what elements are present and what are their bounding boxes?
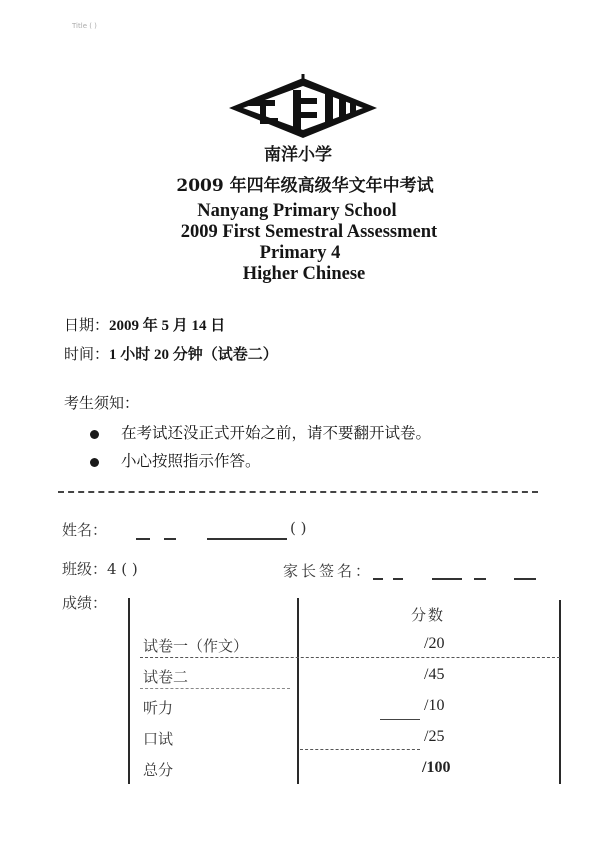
exam-title-cn: 2009 年四年级高级华文年中考试 <box>176 176 434 196</box>
table-row-score: /20 <box>424 635 445 652</box>
name-label: 姓名： <box>62 521 108 539</box>
separator <box>58 491 538 493</box>
row-divider <box>380 719 420 720</box>
row-divider <box>300 749 420 750</box>
table-row-label: 口试 <box>143 730 174 748</box>
table-border-right <box>559 600 561 784</box>
table-row-label: 试卷二 <box>143 668 189 686</box>
table-row-score: /45 <box>424 666 445 683</box>
date-value: 2009 年 5 月 14 日 <box>109 318 226 334</box>
table-row-label: 试卷一（作文） <box>143 637 249 655</box>
instructions-title: 考生须知： <box>64 394 140 412</box>
grades-label: 成绩： <box>62 594 108 612</box>
instruction-text: 小心按照指示作答。 <box>121 452 261 470</box>
table-row-score: /25 <box>424 728 445 745</box>
signature-line[interactable] <box>373 578 383 580</box>
school-name-en: Nanyang Primary School <box>197 201 397 221</box>
level-en: Primary 4 <box>259 243 341 263</box>
name-line <box>136 538 150 540</box>
bullet-icon <box>90 430 99 439</box>
subject-en: Higher Chinese <box>242 264 366 284</box>
instruction-text: 在考试还没正式开始之前，请不要翻开试卷。 <box>121 424 432 442</box>
instruction-item <box>90 449 261 471</box>
table-row-label: 听力 <box>143 699 174 717</box>
signature-line[interactable] <box>432 578 462 580</box>
bullet-icon <box>90 458 99 467</box>
table-border-left <box>128 598 130 784</box>
date-line <box>64 314 225 335</box>
parent-signature-label: 家长签名： <box>283 562 374 580</box>
exam-title-en: 2009 First Semestral Assessment <box>180 222 438 242</box>
class-label: 班级：4 ( ) <box>62 560 138 578</box>
score-header: 分数 <box>411 606 446 624</box>
table-divider <box>297 598 299 784</box>
time-value: 1 小时 20 分钟（试卷二） <box>109 347 278 363</box>
row-divider <box>140 688 290 689</box>
table-row-score: /10 <box>424 697 445 714</box>
instruction-item <box>90 421 431 443</box>
school-logo <box>229 72 377 144</box>
header <box>0 140 600 285</box>
table-row-label: 总分 <box>143 761 174 779</box>
name-line[interactable] <box>207 538 287 540</box>
row-divider <box>140 657 560 658</box>
name-index-paren: ( ) <box>290 519 307 537</box>
school-name-cn: 南洋小学 <box>264 145 332 165</box>
name-line <box>164 538 176 540</box>
table-row-score: /100 <box>422 759 451 776</box>
time-label: 时间： <box>64 345 110 363</box>
date-label: 日期： <box>64 316 110 334</box>
signature-line[interactable] <box>474 578 486 580</box>
signature-line[interactable] <box>514 578 536 580</box>
scan-mark: Title ( ) <box>72 22 97 30</box>
time-line <box>64 343 278 364</box>
signature-line[interactable] <box>393 578 403 580</box>
